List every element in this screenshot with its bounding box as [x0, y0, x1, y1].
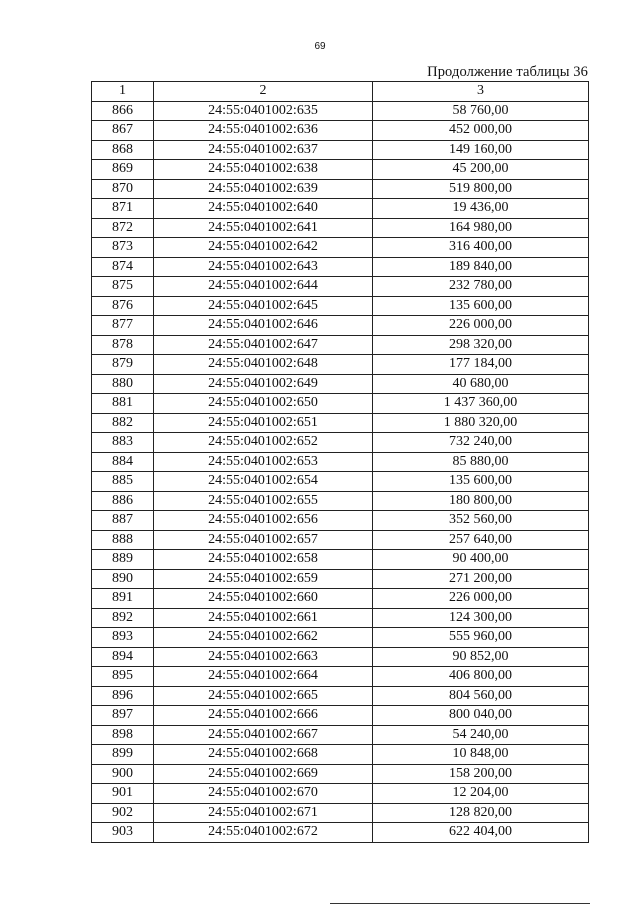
value-cell: 85 880,00	[373, 452, 589, 472]
row-number-cell: 888	[92, 530, 154, 550]
row-number-cell: 884	[92, 452, 154, 472]
value-cell: 452 000,00	[373, 121, 589, 141]
value-cell: 54 240,00	[373, 725, 589, 745]
value-cell: 232 780,00	[373, 277, 589, 297]
row-number-cell: 889	[92, 550, 154, 570]
value-cell: 135 600,00	[373, 472, 589, 492]
table-row	[92, 101, 589, 121]
row-number-cell: 866	[92, 101, 154, 121]
value-cell: 90 852,00	[373, 647, 589, 667]
row-number-cell: 874	[92, 257, 154, 277]
cadastral-number-cell: 24:55:0401002:639	[154, 179, 373, 199]
table-row	[92, 316, 589, 336]
table-row	[92, 296, 589, 316]
value-cell: 149 160,00	[373, 140, 589, 160]
table-row	[92, 472, 589, 492]
value-cell: 128 820,00	[373, 803, 589, 823]
table-row	[92, 394, 589, 414]
value-cell: 352 560,00	[373, 511, 589, 531]
table-body	[92, 101, 589, 842]
table-row	[92, 335, 589, 355]
table-row	[92, 608, 589, 628]
row-number-cell: 887	[92, 511, 154, 531]
row-number-cell: 876	[92, 296, 154, 316]
table-row	[92, 121, 589, 141]
cadastral-number-cell: 24:55:0401002:663	[154, 647, 373, 667]
cadastral-number-cell: 24:55:0401002:668	[154, 745, 373, 765]
cadastral-number-cell: 24:55:0401002:657	[154, 530, 373, 550]
table-row	[92, 550, 589, 570]
table-row	[92, 277, 589, 297]
row-number-cell: 877	[92, 316, 154, 336]
row-number-cell: 885	[92, 472, 154, 492]
page-number: 69	[314, 41, 326, 52]
cadastral-number-cell: 24:55:0401002:635	[154, 101, 373, 121]
table-row	[92, 784, 589, 804]
value-cell: 226 000,00	[373, 316, 589, 336]
cadastral-number-cell: 24:55:0401002:654	[154, 472, 373, 492]
table-row	[92, 745, 589, 765]
table-row	[92, 374, 589, 394]
cadastral-number-cell: 24:55:0401002:638	[154, 160, 373, 180]
value-cell: 45 200,00	[373, 160, 589, 180]
row-number-cell: 894	[92, 647, 154, 667]
table-row	[92, 647, 589, 667]
cadastral-number-cell: 24:55:0401002:642	[154, 238, 373, 258]
row-number-cell: 878	[92, 335, 154, 355]
value-cell: 40 680,00	[373, 374, 589, 394]
row-number-cell: 903	[92, 823, 154, 843]
row-number-cell: 886	[92, 491, 154, 511]
row-number-cell: 880	[92, 374, 154, 394]
table-row	[92, 530, 589, 550]
value-cell: 257 640,00	[373, 530, 589, 550]
row-number-cell: 901	[92, 784, 154, 804]
column-header-3: 3	[373, 82, 589, 102]
table-row	[92, 667, 589, 687]
cadastral-number-cell: 24:55:0401002:659	[154, 569, 373, 589]
row-number-cell: 898	[92, 725, 154, 745]
cadastral-number-cell: 24:55:0401002:636	[154, 121, 373, 141]
cadastral-number-cell: 24:55:0401002:658	[154, 550, 373, 570]
footer-rule	[330, 903, 590, 904]
row-number-cell: 872	[92, 218, 154, 238]
value-cell: 189 840,00	[373, 257, 589, 277]
cadastral-number-cell: 24:55:0401002:664	[154, 667, 373, 687]
row-number-cell: 882	[92, 413, 154, 433]
row-number-cell: 879	[92, 355, 154, 375]
cadastral-number-cell: 24:55:0401002:645	[154, 296, 373, 316]
cadastral-number-cell: 24:55:0401002:652	[154, 433, 373, 453]
value-cell: 1 437 360,00	[373, 394, 589, 414]
cadastral-number-cell: 24:55:0401002:667	[154, 725, 373, 745]
row-number-cell: 867	[92, 121, 154, 141]
table-row	[92, 257, 589, 277]
cadastral-number-cell: 24:55:0401002:656	[154, 511, 373, 531]
value-cell: 271 200,00	[373, 569, 589, 589]
row-number-cell: 869	[92, 160, 154, 180]
table-row	[92, 706, 589, 726]
table-row	[92, 628, 589, 648]
cadastral-number-cell: 24:55:0401002:651	[154, 413, 373, 433]
table-row	[92, 589, 589, 609]
value-cell: 298 320,00	[373, 335, 589, 355]
table-row	[92, 452, 589, 472]
row-number-cell: 893	[92, 628, 154, 648]
cadastral-value-table	[91, 81, 589, 843]
value-cell: 58 760,00	[373, 101, 589, 121]
cadastral-number-cell: 24:55:0401002:669	[154, 764, 373, 784]
value-cell: 12 204,00	[373, 784, 589, 804]
cadastral-number-cell: 24:55:0401002:643	[154, 257, 373, 277]
table-row	[92, 179, 589, 199]
cadastral-number-cell: 24:55:0401002:647	[154, 335, 373, 355]
cadastral-number-cell: 24:55:0401002:670	[154, 784, 373, 804]
table-row	[92, 569, 589, 589]
row-number-cell: 895	[92, 667, 154, 687]
row-number-cell: 868	[92, 140, 154, 160]
value-cell: 1 880 320,00	[373, 413, 589, 433]
value-cell: 622 404,00	[373, 823, 589, 843]
table-row	[92, 199, 589, 219]
row-number-cell: 899	[92, 745, 154, 765]
row-number-cell: 871	[92, 199, 154, 219]
value-cell: 406 800,00	[373, 667, 589, 687]
cadastral-number-cell: 24:55:0401002:640	[154, 199, 373, 219]
value-cell: 10 848,00	[373, 745, 589, 765]
cadastral-number-cell: 24:55:0401002:655	[154, 491, 373, 511]
value-cell: 158 200,00	[373, 764, 589, 784]
cadastral-number-cell: 24:55:0401002:660	[154, 589, 373, 609]
value-cell: 90 400,00	[373, 550, 589, 570]
cadastral-number-cell: 24:55:0401002:662	[154, 628, 373, 648]
value-cell: 124 300,00	[373, 608, 589, 628]
table-row	[92, 140, 589, 160]
cadastral-number-cell: 24:55:0401002:661	[154, 608, 373, 628]
table-row	[92, 160, 589, 180]
cadastral-number-cell: 24:55:0401002:671	[154, 803, 373, 823]
row-number-cell: 900	[92, 764, 154, 784]
table-row	[92, 764, 589, 784]
value-cell: 19 436,00	[373, 199, 589, 219]
cadastral-number-cell: 24:55:0401002:653	[154, 452, 373, 472]
value-cell: 555 960,00	[373, 628, 589, 648]
value-cell: 135 600,00	[373, 296, 589, 316]
value-cell: 519 800,00	[373, 179, 589, 199]
table-row	[92, 725, 589, 745]
cadastral-number-cell: 24:55:0401002:665	[154, 686, 373, 706]
table-row	[92, 433, 589, 453]
row-number-cell: 890	[92, 569, 154, 589]
row-number-cell: 883	[92, 433, 154, 453]
cadastral-number-cell: 24:55:0401002:644	[154, 277, 373, 297]
row-number-cell: 902	[92, 803, 154, 823]
table-row	[92, 413, 589, 433]
value-cell: 732 240,00	[373, 433, 589, 453]
row-number-cell: 897	[92, 706, 154, 726]
cadastral-number-cell: 24:55:0401002:646	[154, 316, 373, 336]
table-header	[92, 82, 589, 102]
table-row	[92, 491, 589, 511]
row-number-cell: 891	[92, 589, 154, 609]
table-row	[92, 823, 589, 843]
value-cell: 180 800,00	[373, 491, 589, 511]
value-cell: 226 000,00	[373, 589, 589, 609]
value-cell: 804 560,00	[373, 686, 589, 706]
row-number-cell: 873	[92, 238, 154, 258]
value-cell: 164 980,00	[373, 218, 589, 238]
table-row	[92, 511, 589, 531]
table-row	[92, 803, 589, 823]
cadastral-number-cell: 24:55:0401002:649	[154, 374, 373, 394]
row-number-cell: 875	[92, 277, 154, 297]
row-number-cell: 881	[92, 394, 154, 414]
cadastral-number-cell: 24:55:0401002:650	[154, 394, 373, 414]
column-header-1: 1	[92, 82, 154, 102]
cadastral-number-cell: 24:55:0401002:641	[154, 218, 373, 238]
value-cell: 177 184,00	[373, 355, 589, 375]
row-number-cell: 892	[92, 608, 154, 628]
row-number-cell: 870	[92, 179, 154, 199]
value-cell: 800 040,00	[373, 706, 589, 726]
column-header-2: 2	[154, 82, 373, 102]
table-row	[92, 218, 589, 238]
table-row	[92, 355, 589, 375]
value-cell: 316 400,00	[373, 238, 589, 258]
table-row	[92, 686, 589, 706]
header-row	[92, 82, 589, 102]
cadastral-number-cell: 24:55:0401002:648	[154, 355, 373, 375]
cadastral-number-cell: 24:55:0401002:637	[154, 140, 373, 160]
table-row	[92, 238, 589, 258]
table-continuation-label: Продолжение таблицы 36	[427, 64, 588, 80]
row-number-cell: 896	[92, 686, 154, 706]
cadastral-number-cell: 24:55:0401002:672	[154, 823, 373, 843]
cadastral-number-cell: 24:55:0401002:666	[154, 706, 373, 726]
